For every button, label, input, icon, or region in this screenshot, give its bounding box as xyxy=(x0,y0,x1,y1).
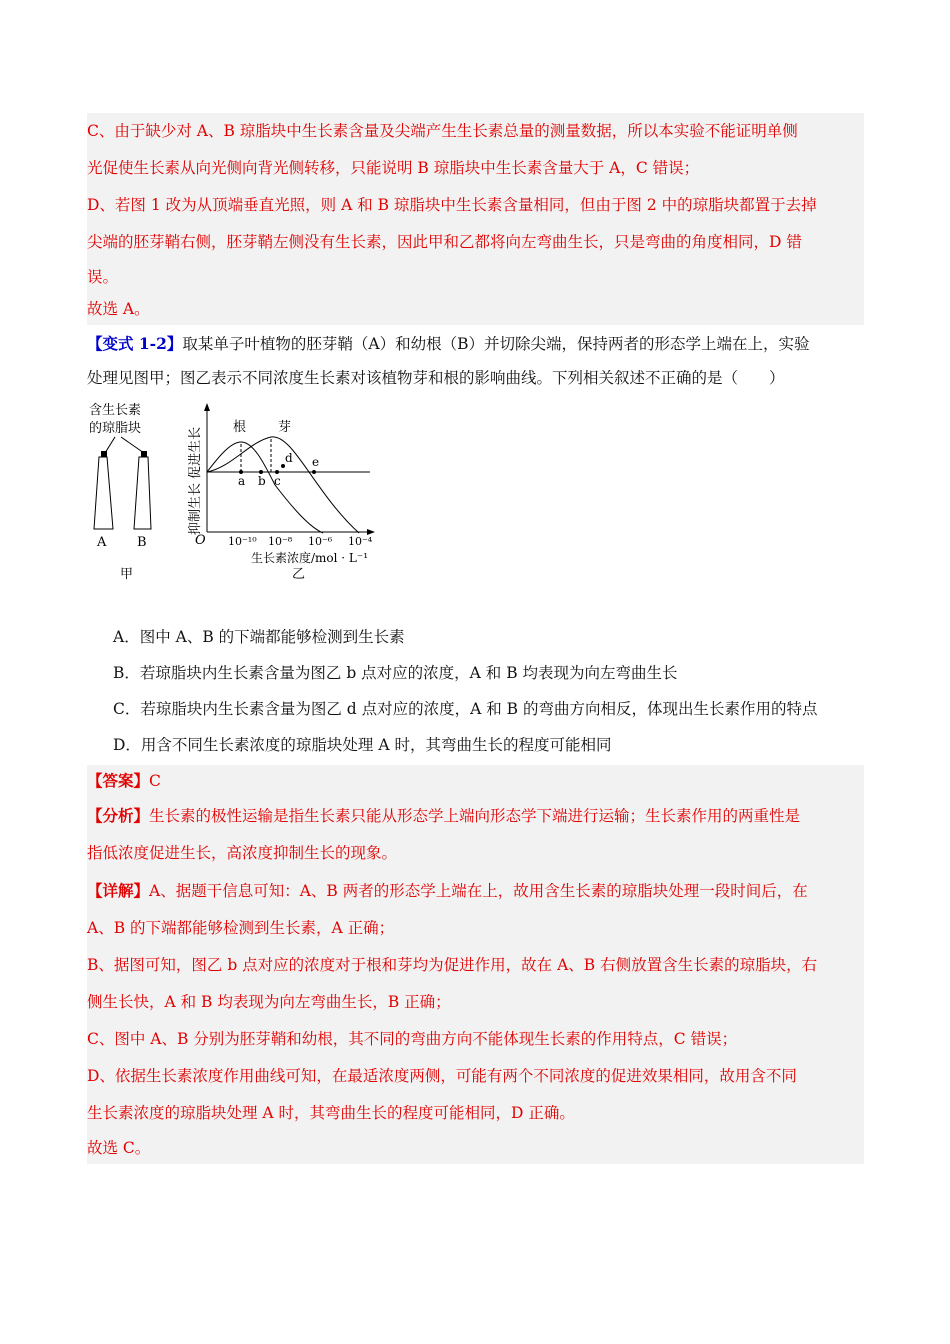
agar-block-b xyxy=(141,451,147,457)
detail-text: A、B 的下端都能够检测到生长素，A 正确； xyxy=(87,919,395,937)
detail-text: 侧生长快，A 和 B 均表现为向左弯曲生长，B 正确； xyxy=(87,993,451,1011)
option-a: A．图中 A、B 的下端都能够检测到生长素 xyxy=(113,628,405,646)
analysis-label: 【分析】 xyxy=(87,806,150,825)
option-b: B．若琼脂块内生长素含量为图乙 b 点对应的浓度，A 和 B 均表现为向左弯曲生长 xyxy=(113,664,678,682)
point-label-e: e xyxy=(312,455,320,469)
x-tick: 10⁻⁶ xyxy=(308,535,333,548)
jia-label-1: 含生长素 xyxy=(89,403,142,418)
question xyxy=(87,327,864,395)
point-label-a: a xyxy=(238,474,246,488)
analysis-text: 生长素的极性运输是指生长素只能从形态学上端向形态学下端进行运输；生长素作用的两重性是 xyxy=(149,807,801,825)
root-b xyxy=(134,457,151,529)
analysis-text: 指低浓度促进生长，高浓度抑制生长的现象。 xyxy=(87,844,398,862)
explanation-line: 尖端的胚芽鞘右侧，胚芽鞘左侧没有生长素，因此甲和乙都将向左弯曲生长，只是弯曲的角度相同，D 错 xyxy=(87,233,802,251)
point-e xyxy=(312,470,316,474)
answer-label: 【答案】 xyxy=(87,771,150,790)
answer-value: C xyxy=(149,772,161,790)
bud-curve-label: 芽 xyxy=(278,420,292,435)
answer-section xyxy=(87,765,864,1164)
question-text: 处理见图甲；图乙表示不同浓度生长素对该植物芽和根的影响曲线。下列相关叙述不正确的是（ ） xyxy=(87,369,785,387)
x-tick: 10⁻⁸ xyxy=(268,535,293,548)
figure xyxy=(87,397,864,627)
question-label: 【变式 1-2】 xyxy=(87,334,183,353)
label-a: A xyxy=(97,535,107,550)
options xyxy=(87,619,864,763)
x-axis-label: 生长素浓度/mol · L⁻¹ xyxy=(251,551,369,565)
label-b: B xyxy=(137,535,147,550)
caption-jia: 甲 xyxy=(120,567,134,582)
question-text: 取某单子叶植物的胚芽鞘（A）和幼根（B）并切除尖端，保持两者的形态学上端在上，实验 xyxy=(182,335,810,353)
y-axis-label: 抑制生长 促进生长 xyxy=(188,426,203,535)
detail-text: C、图中 A、B 分别为胚芽鞘和幼根，其不同的弯曲方向不能体现生长素的作用特点，C 错误； xyxy=(87,1030,738,1048)
origin-label: O xyxy=(195,533,206,548)
caption-yi: 乙 xyxy=(292,567,306,582)
explanation-line: 光促使生长素从向光侧向背光侧转移，只能说明 B 琼脂块中生长素含量大于 A，C 错误； xyxy=(87,159,700,177)
page-content xyxy=(87,113,864,1164)
detail-text: 生长素浓度的琼脂块处理 A 时，其弯曲生长的程度可能相同，D 正确。 xyxy=(87,1104,575,1122)
explanation-line: D、若图 1 改为从顶端垂直光照，则 A 和 B 琼脂块中生长素含量相同，但由于图 2 中的琼脂块都置于去掉 xyxy=(87,196,817,214)
detail-text: A、据题干信息可知：A、B 两者的形态学上端在上，故用含生长素的琼脂块处理一段时间后，在 xyxy=(149,882,808,900)
explanation-line: C、由于缺少对 A、B 琼脂块中生长素含量及尖端产生生长素总量的测量数据，所以本实验不能证明单侧 xyxy=(87,122,798,140)
bud-curve xyxy=(207,437,359,533)
x-tick: 10⁻¹⁰ xyxy=(228,535,257,548)
point-label-d: d xyxy=(285,451,293,465)
explanation-line: 故选 A。 xyxy=(87,300,150,318)
detail-text: 故选 C。 xyxy=(87,1139,151,1157)
x-tick: 10⁻⁴ xyxy=(348,535,373,548)
detail-text: D、依据生长素浓度作用曲线可知，在最适浓度两侧，可能有两个不同浓度的促进效果相同，故用含不同 xyxy=(87,1067,797,1085)
coleoptile-a xyxy=(94,457,113,529)
detail-label: 【详解】 xyxy=(87,881,150,900)
previous-explanation xyxy=(87,113,864,325)
root-curve-label: 根 xyxy=(233,420,247,435)
detail-text: B、据图可知，图乙 b 点对应的浓度对于根和芽均为促进作用，故在 A、B 右侧放置含生长素的琼脂块，右 xyxy=(87,956,818,974)
figure-svg xyxy=(87,397,387,587)
jia-label-2: 的琼脂块 xyxy=(89,421,142,436)
agar-block-a xyxy=(101,451,107,457)
option-d: D．用含不同生长素浓度的琼脂块处理 A 时，其弯曲生长的程度可能相同 xyxy=(113,736,612,754)
point-label-b: b xyxy=(258,474,266,488)
point-label-c: c xyxy=(274,474,281,488)
option-c: C．若琼脂块内生长素含量为图乙 d 点对应的浓度，A 和 B 的弯曲方向相反，体现出生长素作用的特点 xyxy=(113,700,818,718)
explanation-line: 误。 xyxy=(87,268,119,286)
